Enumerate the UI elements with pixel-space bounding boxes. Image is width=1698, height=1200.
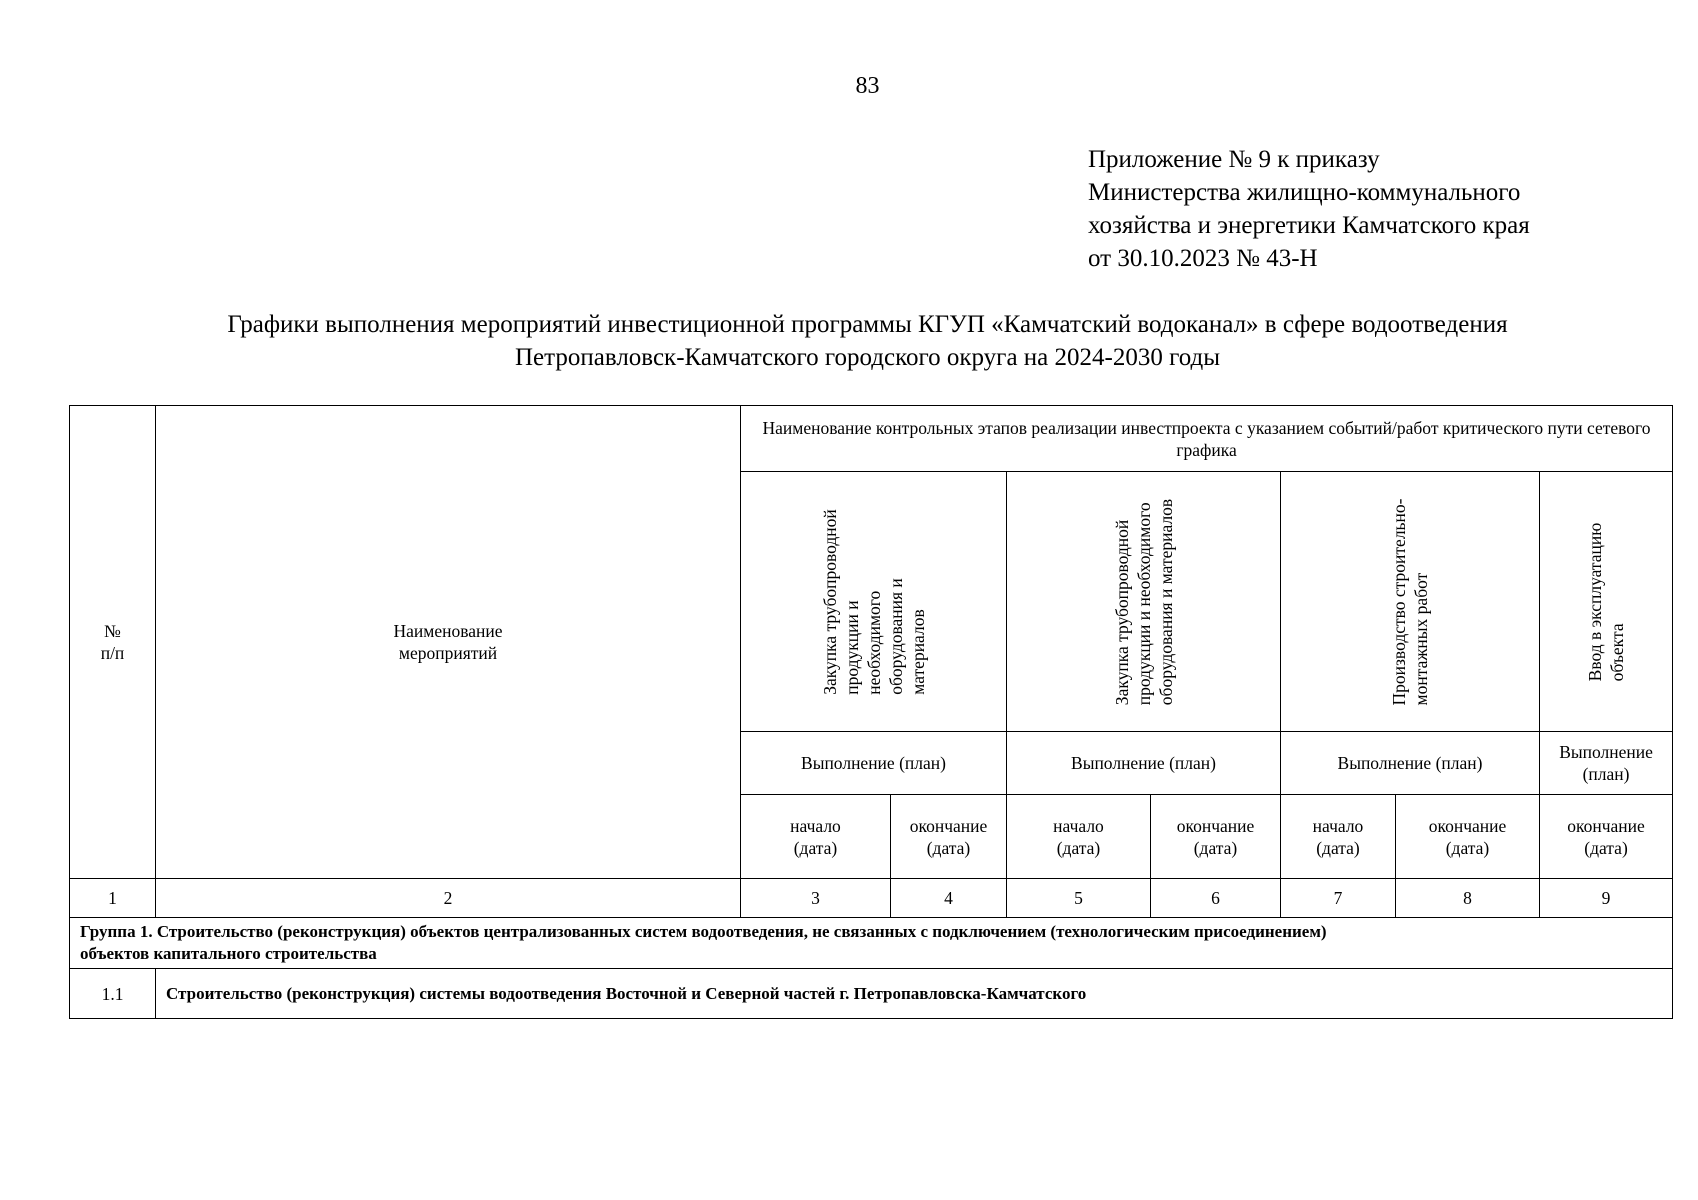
- group-row: [70, 918, 1673, 969]
- end-date-header: [1540, 795, 1673, 879]
- end-label: окончание: [1176, 815, 1255, 836]
- header-name-line: мероприятий: [398, 643, 498, 663]
- header-name-cell: [156, 406, 741, 879]
- date-label: (дата): [1056, 837, 1101, 858]
- stage-2-line: Закупка трубопроводной: [1111, 519, 1132, 705]
- end-date-header: [891, 795, 1007, 879]
- appendix-reference: [1088, 143, 1530, 275]
- stage-4-line: Ввод в эксплуатацию: [1585, 522, 1606, 681]
- column-numbers-row: [70, 879, 1673, 918]
- stage-1-line: материалов: [907, 608, 928, 695]
- end-label: окончание: [1567, 815, 1645, 836]
- group-1-line: объектов капитального строительства: [80, 944, 377, 963]
- execution-plan-2: Выполнение (план): [1007, 732, 1281, 795]
- stage-2-line: оборудования и материалов: [1155, 498, 1176, 705]
- stage-3-line: монтажных работ: [1411, 572, 1431, 705]
- table-row: [70, 969, 1673, 1019]
- column-number: 9: [1540, 879, 1673, 918]
- stage-2-header: [1007, 472, 1281, 732]
- date-label: (дата): [1445, 837, 1490, 858]
- start-date-header: [1007, 795, 1151, 879]
- document-title: [0, 308, 1698, 374]
- stage-1-line: продукции и: [841, 599, 862, 695]
- start-label: начало: [1053, 815, 1104, 836]
- stage-2-line: продукции и необходимого: [1133, 501, 1154, 705]
- end-date-header: [1151, 795, 1281, 879]
- column-number: 1: [70, 879, 156, 918]
- header-num-cell: [70, 406, 156, 879]
- execution-plan-3: Выполнение (план): [1281, 732, 1540, 795]
- row-number: 1.1: [70, 969, 156, 1019]
- execution-plan-4: [1540, 732, 1673, 795]
- schedule-table: [69, 405, 1673, 1019]
- header-num-symbol: №: [104, 621, 121, 641]
- stage-4-line: объекта: [1607, 622, 1628, 681]
- stage-3-header: [1281, 472, 1540, 732]
- column-number: 8: [1396, 879, 1540, 918]
- header-num-label: п/п: [100, 643, 125, 663]
- group-1-title: [70, 918, 1673, 969]
- column-number: 3: [741, 879, 891, 918]
- start-label: начало: [1312, 815, 1364, 836]
- stage-1-line: оборудования и: [885, 577, 906, 695]
- date-label: (дата): [1316, 837, 1360, 858]
- execution-plan-1: Выполнение (план): [741, 732, 1007, 795]
- header-name-line: Наименование: [393, 621, 503, 641]
- start-label: начало: [790, 815, 841, 836]
- row-name: Строительство (реконструкция) системы водоотведения Восточной и Северной частей г. Петропавловска-Камчатского: [156, 969, 1673, 1019]
- column-number: 6: [1151, 879, 1281, 918]
- execution-plan-line: Выполнение: [1559, 742, 1653, 762]
- title-line: Графики выполнения мероприятий инвестиционной программы КГУП «Камчатский водоканал» в сфере водоотведения: [227, 311, 1508, 338]
- stage-1-header: [741, 472, 1007, 732]
- appendix-line: Приложение № 9 к приказу: [1088, 146, 1380, 173]
- end-label: окончание: [909, 815, 988, 836]
- stage-1-line: Закупка трубопроводной: [819, 508, 840, 695]
- appendix-line: Министерства жилищно-коммунального: [1088, 179, 1521, 206]
- end-date-header: [1396, 795, 1540, 879]
- group-1-line: Группа 1. Строительство (реконструкция) объектов централизованных систем водоотведения, не связанных с подключением (технологическим присоединением): [80, 922, 1327, 941]
- appendix-line: от 30.10.2023 № 43-Н: [1088, 245, 1318, 272]
- end-label: окончание: [1428, 815, 1507, 836]
- date-label: (дата): [793, 837, 838, 858]
- page-number: 83: [855, 73, 880, 99]
- start-date-header: [741, 795, 891, 879]
- stage-3-line: Производство строительно-: [1389, 498, 1409, 705]
- column-number: 7: [1281, 879, 1396, 918]
- start-date-header: [1281, 795, 1396, 879]
- execution-plan-line: (план): [1582, 764, 1630, 784]
- column-number: 5: [1007, 879, 1151, 918]
- column-number: 2: [156, 879, 741, 918]
- appendix-line: хозяйства и энергетики Камчатского края: [1088, 212, 1530, 239]
- stage-4-header: [1540, 472, 1673, 732]
- date-label: (дата): [1584, 837, 1628, 858]
- stages-header: Наименование контрольных этапов реализации инвестпроекта с указанием событий/работ критического пути сетевого графика: [741, 406, 1673, 472]
- title-line: Петропавловск-Камчатского городского округа на 2024-2030 годы: [514, 344, 1221, 371]
- date-label: (дата): [926, 837, 971, 858]
- date-label: (дата): [1193, 837, 1238, 858]
- header-row: [70, 406, 1673, 472]
- column-number: 4: [891, 879, 1007, 918]
- stage-1-line: необходимого: [863, 590, 884, 695]
